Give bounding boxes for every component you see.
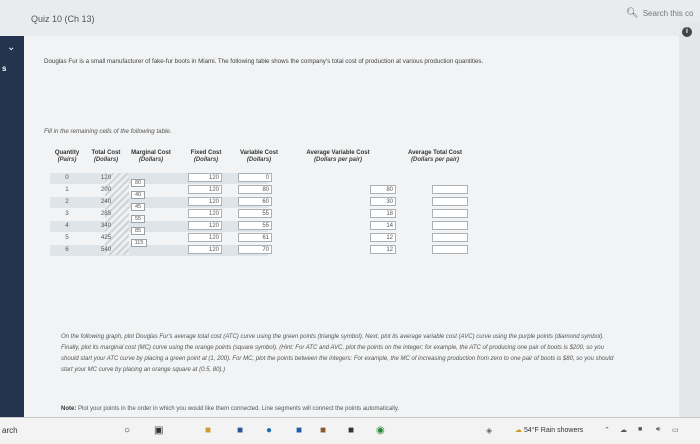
graph-instructions: On the following graph, plot Douglas Fur's average total cost (ATC) curve using the green points (triangle symbol). Next, plot its average variable cost (AVC) curve using the purple points (diamond symbol). Finally, plot its marginal cost (MC) curve using the orange points (square symbol). (Hint: For ATC and AVC, plot the points on the integer; for example, the ATC of producing one pair of boots is $200, so you should start your ATC curve by placing a green point at (1, 200). For MC, plot the points between the integers: For example, the MC of increasing production from zero to one pair of boots is $80, so you should start your MC curve by placing an orange square at (0.5, 80).) (61, 334, 614, 373)
table-cell-total-cost: 425 (100, 234, 112, 241)
atc-input[interactable] (432, 221, 468, 230)
app-icon[interactable]: ■ (348, 425, 355, 436)
col-header-avc: Average Variable Cost (Dollars per pair) (306, 150, 370, 163)
variable-cost-input[interactable]: 60 (238, 197, 272, 206)
variable-cost-input[interactable]: 55 (238, 221, 272, 230)
weather-text: 54°F Rain showers (523, 427, 584, 434)
onedrive-icon[interactable]: ☁ (620, 427, 627, 434)
fill-instruction: Fill in the remaining cells of the following table. (44, 128, 172, 135)
fixed-cost-input[interactable]: 120 (188, 209, 222, 218)
table-cell-total-cost: 240 (100, 198, 112, 205)
avc-input[interactable]: 30 (370, 197, 396, 206)
fixed-cost-input[interactable]: 120 (188, 173, 222, 182)
top-bar (0, 0, 700, 37)
table-cell-total-cost: 340 (100, 222, 112, 229)
table-cell-total-cost: 120 (100, 174, 112, 181)
fixed-cost-input[interactable]: 120 (188, 221, 222, 230)
atc-input[interactable] (432, 233, 468, 242)
sidebar-label: s (2, 64, 7, 73)
note-label: Note: (61, 406, 77, 412)
task-view-icon[interactable]: ▣ (154, 425, 164, 436)
col-header-marginal-cost: Marginal Cost (Dollars) (131, 150, 171, 163)
battery-icon[interactable]: ▭ (672, 427, 679, 434)
marginal-cost-input[interactable]: 80 (131, 179, 145, 187)
fixed-cost-input[interactable]: 120 (188, 245, 222, 254)
marginal-cost-input[interactable]: 40 (131, 191, 145, 199)
search-placeholder: Search this co (642, 8, 694, 18)
atc-input[interactable] (432, 245, 468, 254)
table-cell-quantity: 5 (65, 234, 69, 241)
variable-cost-input[interactable]: 70 (238, 245, 272, 254)
right-edge (680, 22, 700, 417)
table-cell-quantity: 2 (65, 198, 69, 205)
store-icon[interactable]: ■ (320, 425, 327, 436)
weather-widget[interactable] (515, 426, 583, 434)
col-header-atc: Average Total Cost (Dollars per pair) (407, 150, 462, 163)
col-header-fixed-cost: Fixed Cost (Dollars) (190, 150, 222, 163)
info-icon[interactable]: i (682, 27, 692, 37)
table-cell-quantity: 4 (65, 222, 69, 229)
avc-input[interactable]: 12 (370, 233, 396, 242)
avc-input[interactable]: 80 (370, 185, 396, 194)
chrome-icon[interactable]: ◉ (376, 425, 385, 436)
weather-icon: ☁ (515, 427, 522, 434)
atc-input[interactable] (432, 197, 468, 206)
variable-cost-input[interactable]: 55 (238, 209, 272, 218)
question-panel (24, 36, 679, 417)
fixed-cost-input[interactable]: 120 (188, 185, 222, 194)
table-cell-quantity: 1 (65, 186, 69, 193)
chevron-down-icon[interactable]: ⌄ (7, 42, 16, 53)
table-cell-total-cost: 540 (100, 246, 112, 253)
question-intro: Douglas Fur is a small manufacturer of fake-fur boots in Miami. The following table shows the company's total cost of production at various production quantities. (44, 58, 484, 65)
edge-icon[interactable]: ● (266, 425, 273, 436)
avc-input[interactable]: 14 (370, 221, 396, 230)
avc-input[interactable]: 18 (370, 209, 396, 218)
avc-input[interactable]: 12 (370, 245, 396, 254)
marginal-cost-input[interactable]: 85 (131, 227, 145, 235)
col-header-total-cost: Total Cost (Dollars) (91, 150, 121, 163)
file-explorer-icon[interactable]: ■ (205, 425, 212, 436)
page-title: Quiz 10 (Ch 13) (31, 14, 95, 24)
network-icon[interactable]: ◈ (486, 426, 493, 435)
word-icon[interactable]: ■ (237, 425, 244, 436)
table-cell-quantity: 3 (65, 210, 69, 217)
table-cell-total-cost: 200 (100, 186, 112, 193)
note (61, 406, 399, 412)
cortana-icon[interactable]: ○ (124, 425, 131, 436)
search-input[interactable] (626, 5, 700, 21)
tray-app-icon[interactable]: ■ (638, 426, 643, 433)
fixed-cost-input[interactable]: 120 (188, 197, 222, 206)
col-header-variable-cost: Variable Cost (Dollars) (239, 150, 278, 163)
variable-cost-input[interactable]: 0 (238, 173, 272, 182)
taskbar (0, 417, 700, 444)
table-cell-quantity: 6 (65, 246, 69, 253)
marginal-cost-input[interactable]: 55 (131, 215, 145, 223)
marginal-cost-input[interactable]: 115 (131, 239, 147, 247)
variable-cost-input[interactable]: 61 (238, 233, 272, 242)
search-icon: 🔍︎ (626, 7, 639, 19)
outlook-icon[interactable]: ■ (296, 425, 303, 436)
course-sidebar (0, 36, 24, 417)
note-text: Plot your points in the order in which you would like them connected. Line segments will connect the points automatically. (78, 406, 400, 412)
table-cell-total-cost: 285 (100, 210, 112, 217)
atc-input[interactable] (432, 185, 468, 194)
atc-input[interactable] (432, 209, 468, 218)
chevron-up-icon[interactable]: ⌃ (604, 427, 610, 434)
col-header-quantity: Quantity (Pairs) (54, 150, 80, 163)
fixed-cost-input[interactable]: 120 (188, 233, 222, 242)
taskbar-search[interactable]: arch (2, 426, 18, 435)
volume-icon[interactable]: 🔊︎ (656, 426, 661, 433)
table-cell-quantity: 0 (65, 174, 69, 181)
variable-cost-input[interactable]: 80 (238, 185, 272, 194)
marginal-cost-input[interactable]: 45 (131, 203, 145, 211)
